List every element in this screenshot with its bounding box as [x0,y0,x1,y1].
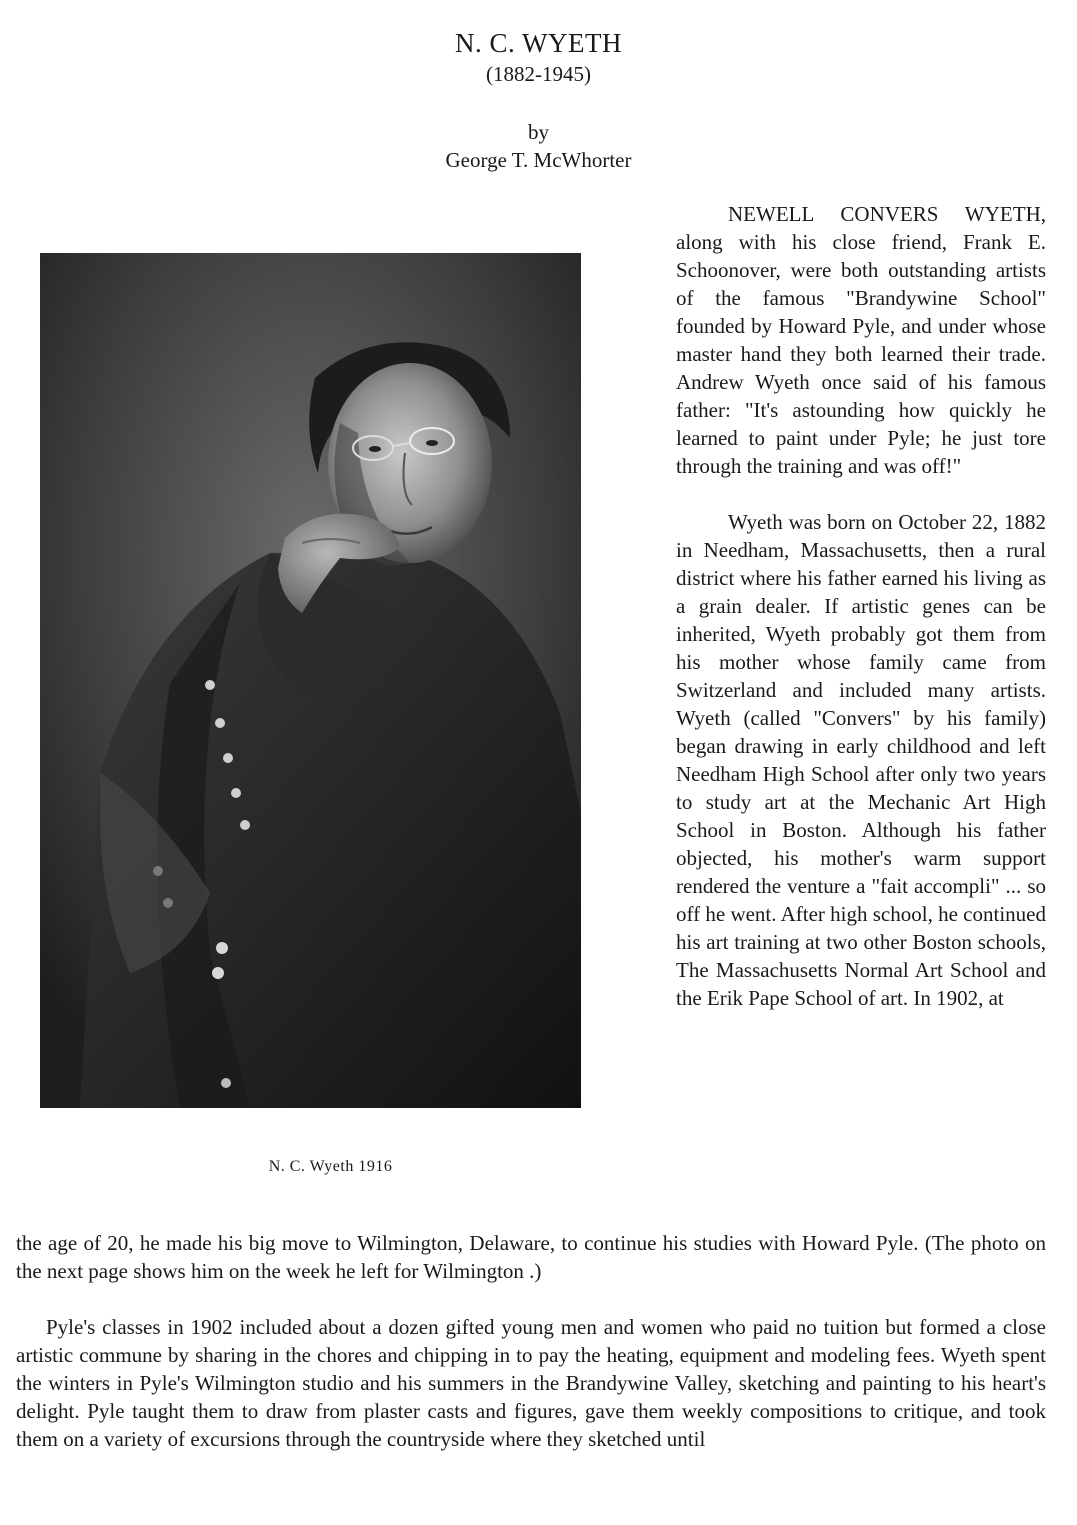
article-full-width-text [16,1229,1046,1453]
article-paragraph-3: Pyle's classes in 1902 included about a dozen gifted young men and women who paid no tuition but formed a close artistic commune by sharing in the chores and chipping in to pay the heating, equipment and modeling fees. Wyeth spent the winters in Pyle's Wilmington studio and his summers in the Brandywine Valley, sketching and painting to his heart's delight. Pyle taught them to draw from plaster casts and figures, gave them weekly compositions to critique, and took them on a variety of excursions through the countryside where they sketched until [16,1315,1046,1451]
photo-caption: N. C. Wyeth 1916 [268,1158,393,1175]
article-title: N. C. WYETH [455,28,622,58]
life-dates: (1882-1945) [486,62,591,86]
author-name: George T. McWhorter [445,148,632,172]
article-header [0,26,1077,174]
byline-by: by [528,120,549,144]
portrait-photo-image [40,253,581,1108]
article-paragraph-1: NEWELL CONVERS WYETH, along with his close friend, Frank E. Schoonover, were both outstanding artists of the famous "Brandywine School" founded by Howard Pyle, and under whose master hand they both learned their trade. Andrew Wyeth once said of his famous father: "It's astounding how quickly he learned to paint under Pyle; he just tore through the training and was off!" [676,202,1046,478]
article-paragraph-2-continued: the age of 20, he made his big move to Wilmington, Delaware, to continue his studies with Howard Pyle. (The photo on the next page shows him on the week he left for Wilmington .) [16,1231,1046,1283]
article-column-text [676,200,1046,1012]
article-paragraph-2: Wyeth was born on October 22, 1882 in Needham, Massachusetts, then a rural district where his father earned his living as a grain dealer. If artistic genes can be inherited, Wyeth probably got them from his mother whose family came from Switzerland and included many artists. Wyeth (called "Convers" by his family) began drawing in early childhood and left Needham High School after only two years to study art at the Mechanic Art High School in Boston. Although his father objected, his mother's warm support rendered the venture a "fait accompli" ... so off he went. After high school, he continued his art training at two other Boston schools, The Massachusetts Normal Art School and the Erik Pape School of art. In 1902, at [676,510,1046,1010]
portrait-photo [40,253,581,1108]
